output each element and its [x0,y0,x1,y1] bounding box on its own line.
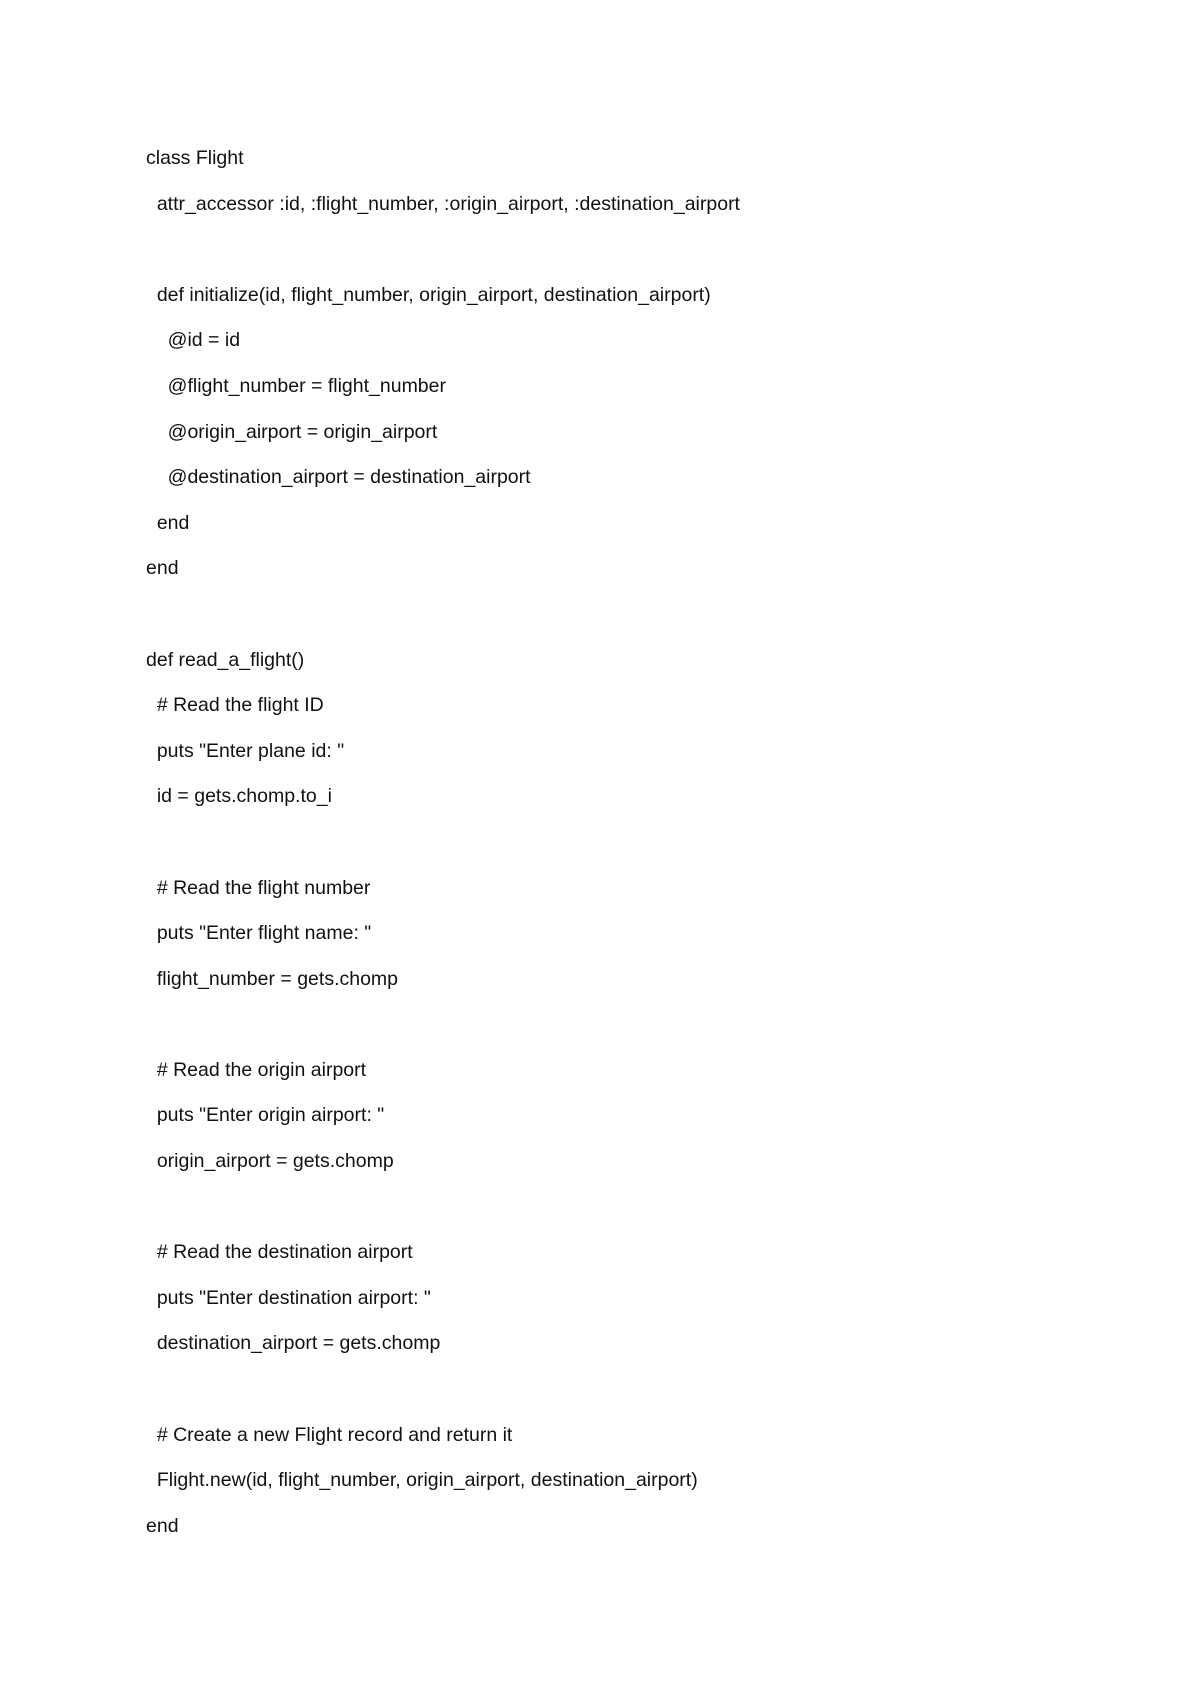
code-line: flight_number = gets.chomp [146,967,399,990]
code-line: end [146,557,179,580]
code-line [146,236,740,282]
code-line: def initialize(id, flight_number, origin_airport, destination_airport) [146,283,711,306]
code-line: def read_a_flight() [146,648,305,671]
code-line: # Read the flight ID [146,694,324,717]
code-line: # Create a new Flight record and return it [146,1423,513,1446]
code-line: puts "Enter flight name: " [146,922,372,945]
code-line [146,1194,740,1240]
code-line: class Flight [146,147,244,169]
code-line: attr_accessor :id, :flight_number, :origin_airport, :destination_airport [146,192,740,215]
code-line: # Read the destination airport [146,1241,413,1264]
code-line: # Read the flight number [146,876,371,899]
code-line [146,601,740,647]
code-line: puts "Enter plane id: " [146,739,345,762]
code-line: end [146,1514,179,1537]
code-line: end [146,511,190,534]
code-line: puts "Enter origin airport: " [146,1104,385,1127]
code-line [146,1011,740,1057]
code-line: id = gets.chomp.to_i [146,785,332,808]
code-line: @origin_airport = origin_airport [146,420,438,443]
code-line [146,1376,740,1422]
code-line: # Read the origin airport [146,1058,367,1081]
code-line: puts "Enter destination airport: " [146,1286,431,1309]
code-line: @flight_number = flight_number [146,374,446,397]
code-line: @destination_airport = destination_airport [146,466,531,489]
code-line: origin_airport = gets.chomp [146,1150,394,1173]
code-line: Flight.new(id, flight_number, origin_airport, destination_airport) [146,1469,698,1492]
code-line [146,829,740,875]
code-listing [146,145,740,1558]
code-line: @id = id [146,329,241,352]
code-line: destination_airport = gets.chomp [146,1332,441,1355]
